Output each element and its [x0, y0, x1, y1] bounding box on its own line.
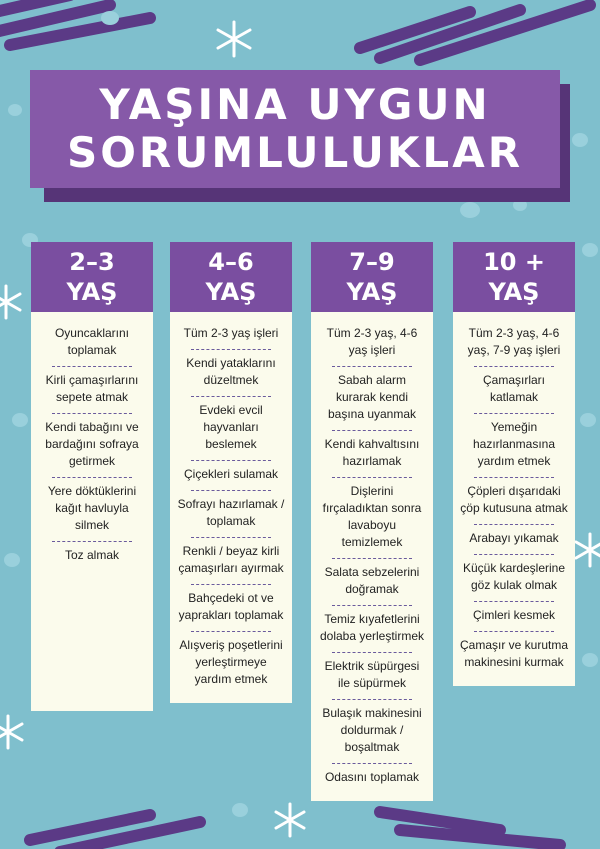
column-10-plus — [453, 242, 575, 686]
column-header — [170, 242, 292, 312]
star-icon — [0, 286, 20, 318]
list-item: Sabah alarm kurarak kendi başına uyanmak — [327, 373, 417, 421]
list-item: Kendi tabağını ve bardağını sofraya getirmek — [45, 420, 139, 468]
scribble-bottom-left-icon — [30, 815, 200, 849]
list-item: Dişlerini fırçaladıktan sonra lavaboyu temizlemek — [322, 484, 422, 549]
column-header — [453, 242, 575, 312]
list-item: Çiçekleri sulamak — [183, 467, 279, 481]
star-icon — [276, 804, 304, 836]
list-item: Evdeki evcil hayvanları beslemek — [199, 403, 263, 451]
list-item: Arabayı yıkamak — [469, 531, 559, 545]
title-line-2: SORUMLULUKLAR — [66, 128, 524, 177]
age-range: 4–6 — [208, 248, 254, 276]
column-4-6 — [170, 242, 292, 703]
age-unit: YAŞ — [205, 278, 257, 306]
list-item: Çamaşırları katlamak — [482, 373, 545, 404]
list-item: Kendi yataklarını düzeltmek — [186, 356, 276, 387]
age-range: 7–9 — [349, 248, 395, 276]
list-item: Tüm 2-3 yaş, 4-6 yaş işleri — [326, 326, 418, 357]
list-item: Çimleri kesmek — [472, 608, 555, 622]
list-item: Çöpleri dışarıdaki çöp kutusuna atmak — [460, 484, 568, 515]
star-icon — [218, 22, 250, 56]
list-item: Kirli çamaşırlarını sepete atmak — [45, 373, 139, 404]
star-icon — [0, 716, 22, 748]
list-item: Çamaşır ve kurutma makinesini kurmak — [459, 638, 569, 669]
scribble-top-left-icon — [0, 0, 150, 45]
list-item: Temiz kıyafetlerini dolaba yerleştirmek — [319, 612, 425, 643]
age-unit: YAŞ — [488, 278, 540, 306]
list-item: Sofrayı hazırlamak / toplamak — [177, 497, 285, 528]
age-unit: YAŞ — [346, 278, 398, 306]
list-item: Yere döktüklerini kağıt havluyla silmek — [47, 484, 137, 532]
scribble-bottom-right-icon — [380, 812, 560, 845]
list-item: Yemeğin hazırlanmasına yardım etmek — [472, 420, 556, 468]
list-item: Tüm 2-3 yaş, 4-6 yaş, 7-9 yaş işleri — [467, 326, 561, 357]
list-item: Kendi kahvaltısını hazırlamak — [324, 437, 420, 468]
age-unit: YAŞ — [66, 278, 118, 306]
column-header — [311, 242, 433, 312]
list-item: Tüm 2-3 yaş işleri — [183, 326, 279, 340]
list-item: Odasını toplamak — [324, 770, 420, 784]
age-range: 2–3 — [69, 248, 115, 276]
list-item: Elektrik süpürgesi ile süpürmek — [324, 659, 420, 690]
scribble-top-right-icon — [360, 5, 590, 60]
list-item: Salata sebzelerini doğramak — [324, 565, 420, 596]
age-range: 10 + — [483, 248, 545, 276]
column-header — [31, 242, 153, 312]
title-line-1: YAŞINA UYGUN — [99, 80, 491, 129]
star-icon — [576, 534, 600, 566]
list-item: Alışveriş poşetlerini yerleştirmeye yardım etmek — [179, 638, 283, 686]
list-item: Bulaşık makinesini doldurmak / boşaltmak — [322, 706, 422, 754]
list-item: Küçük kardeşlerine göz kulak olmak — [462, 561, 566, 592]
list-item: Toz almak — [64, 548, 120, 562]
title-banner — [30, 70, 560, 188]
column-2-3 — [31, 242, 153, 711]
list-item: Bahçedeki ot ve yaprakları toplamak — [178, 591, 284, 622]
column-7-9 — [311, 242, 433, 801]
list-item: Oyuncaklarını toplamak — [54, 326, 130, 357]
list-item: Renkli / beyaz kirli çamaşırları ayırmak — [178, 544, 284, 575]
